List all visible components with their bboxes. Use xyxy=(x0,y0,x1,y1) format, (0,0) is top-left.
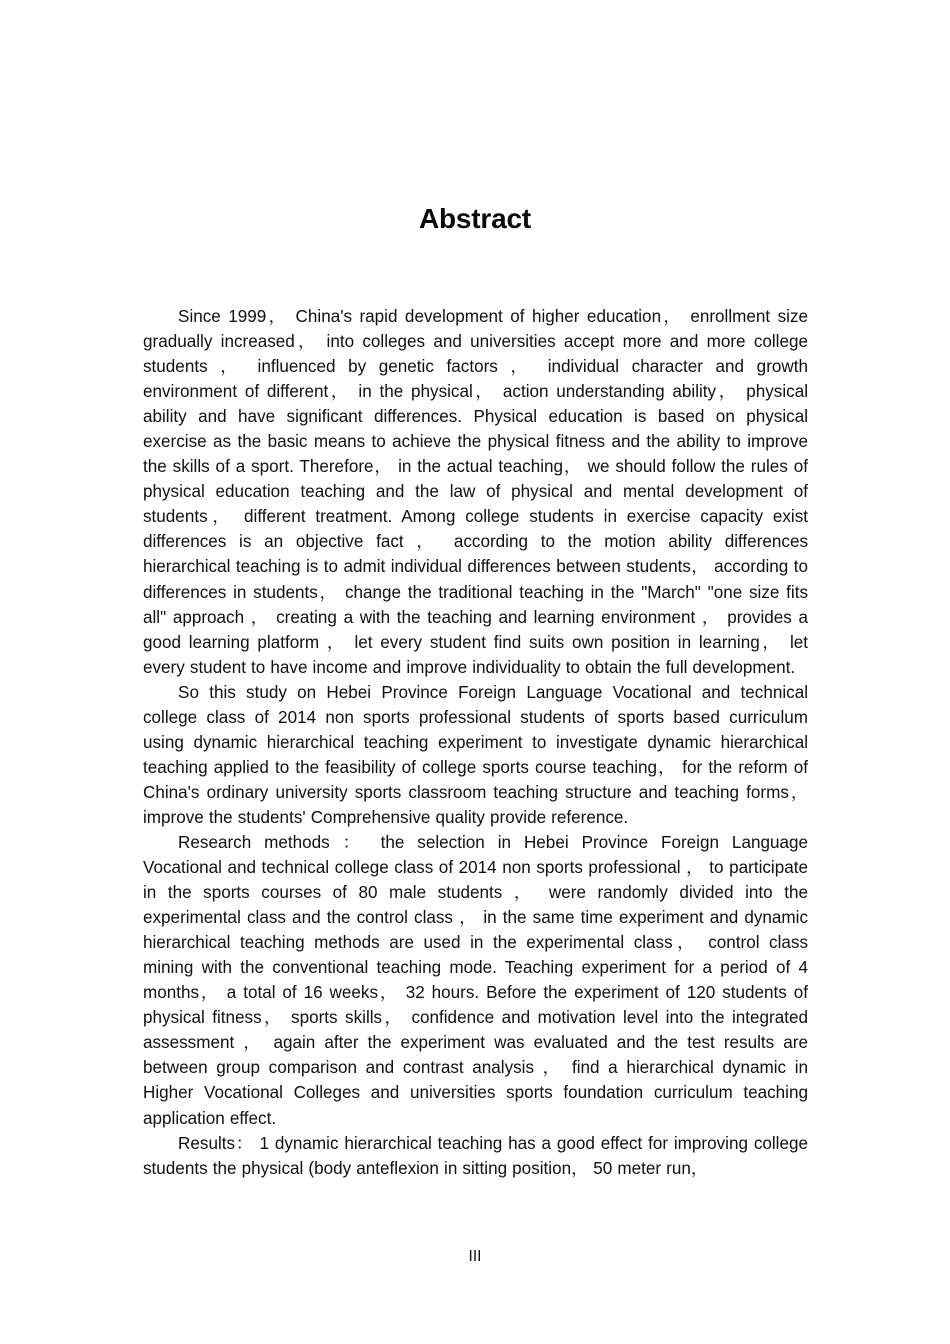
abstract-body xyxy=(143,304,808,1181)
page-number: III xyxy=(468,1248,482,1265)
paragraph-3: Research methods ： the selection in Hebei Province Foreign Language Vocational and technical college class of 2014 non sports professional ， to participate in the sports courses of 80 male students ， were randomly divided into the experimental class and the control class ， in the same time experiment and dynamic hierarchical teaching methods are used in the experimental class， control class mining with the conventional teaching mode. Teaching experiment for a period of 4 months， a total of 16 weeks， 32 hours. Before the experiment of 120 students of physical fitness， sports skills， confidence and motivation level into the integrated assessment ， again after the experiment was evaluated and the test results are between group comparison and contrast analysis ， find a hierarchical dynamic in Higher Vocational Colleges and universities sports foundation curriculum teaching application effect. xyxy=(143,832,808,1128)
paragraph-1: Since 1999， China's rapid development of higher education， enrollment size gradually increased， into colleges and universities accept more and more college students ， influenced by genetic factors ， individual character and growth environment of different， in the physical， action understanding ability， physical ability and have significant differences. Physical education is based on physical exercise as the basic means to achieve the physical fitness and the ability to improve the skills of a sport. Therefore， in the actual teaching， we should follow the rules of physical education teaching and the law of physical and mental development of students， different treatment. Among college students in exercise capacity exist differences is an objective fact ， according to the motion ability differences hierarchical teaching is to admit individual differences between students， according to differences in students， change the traditional teaching in the "March" "one size fits all" approach ， creating a with the teaching and learning environment ， provides a good learning platform ， let every student find suits own position in learning， let every student to have income and improve individuality to obtain the full development. xyxy=(143,307,808,677)
paragraph-2: So this study on Hebei Province Foreign Language Vocational and technical college class of 2014 non sports professional students of sports based curriculum using dynamic hierarchical teaching experiment to investigate dynamic hierarchical teaching applied to the feasibility of college sports course teaching， for the reform of China's ordinary university sports classroom teaching structure and teaching forms， improve the students' Comprehensive quality provide reference. xyxy=(143,682,808,827)
paragraph-4: Results： 1 dynamic hierarchical teaching has a good effect for improving college students the physical (body anteflexion in sitting position， 50 meter run， xyxy=(143,1133,808,1178)
page-title: Abstract xyxy=(419,202,531,234)
